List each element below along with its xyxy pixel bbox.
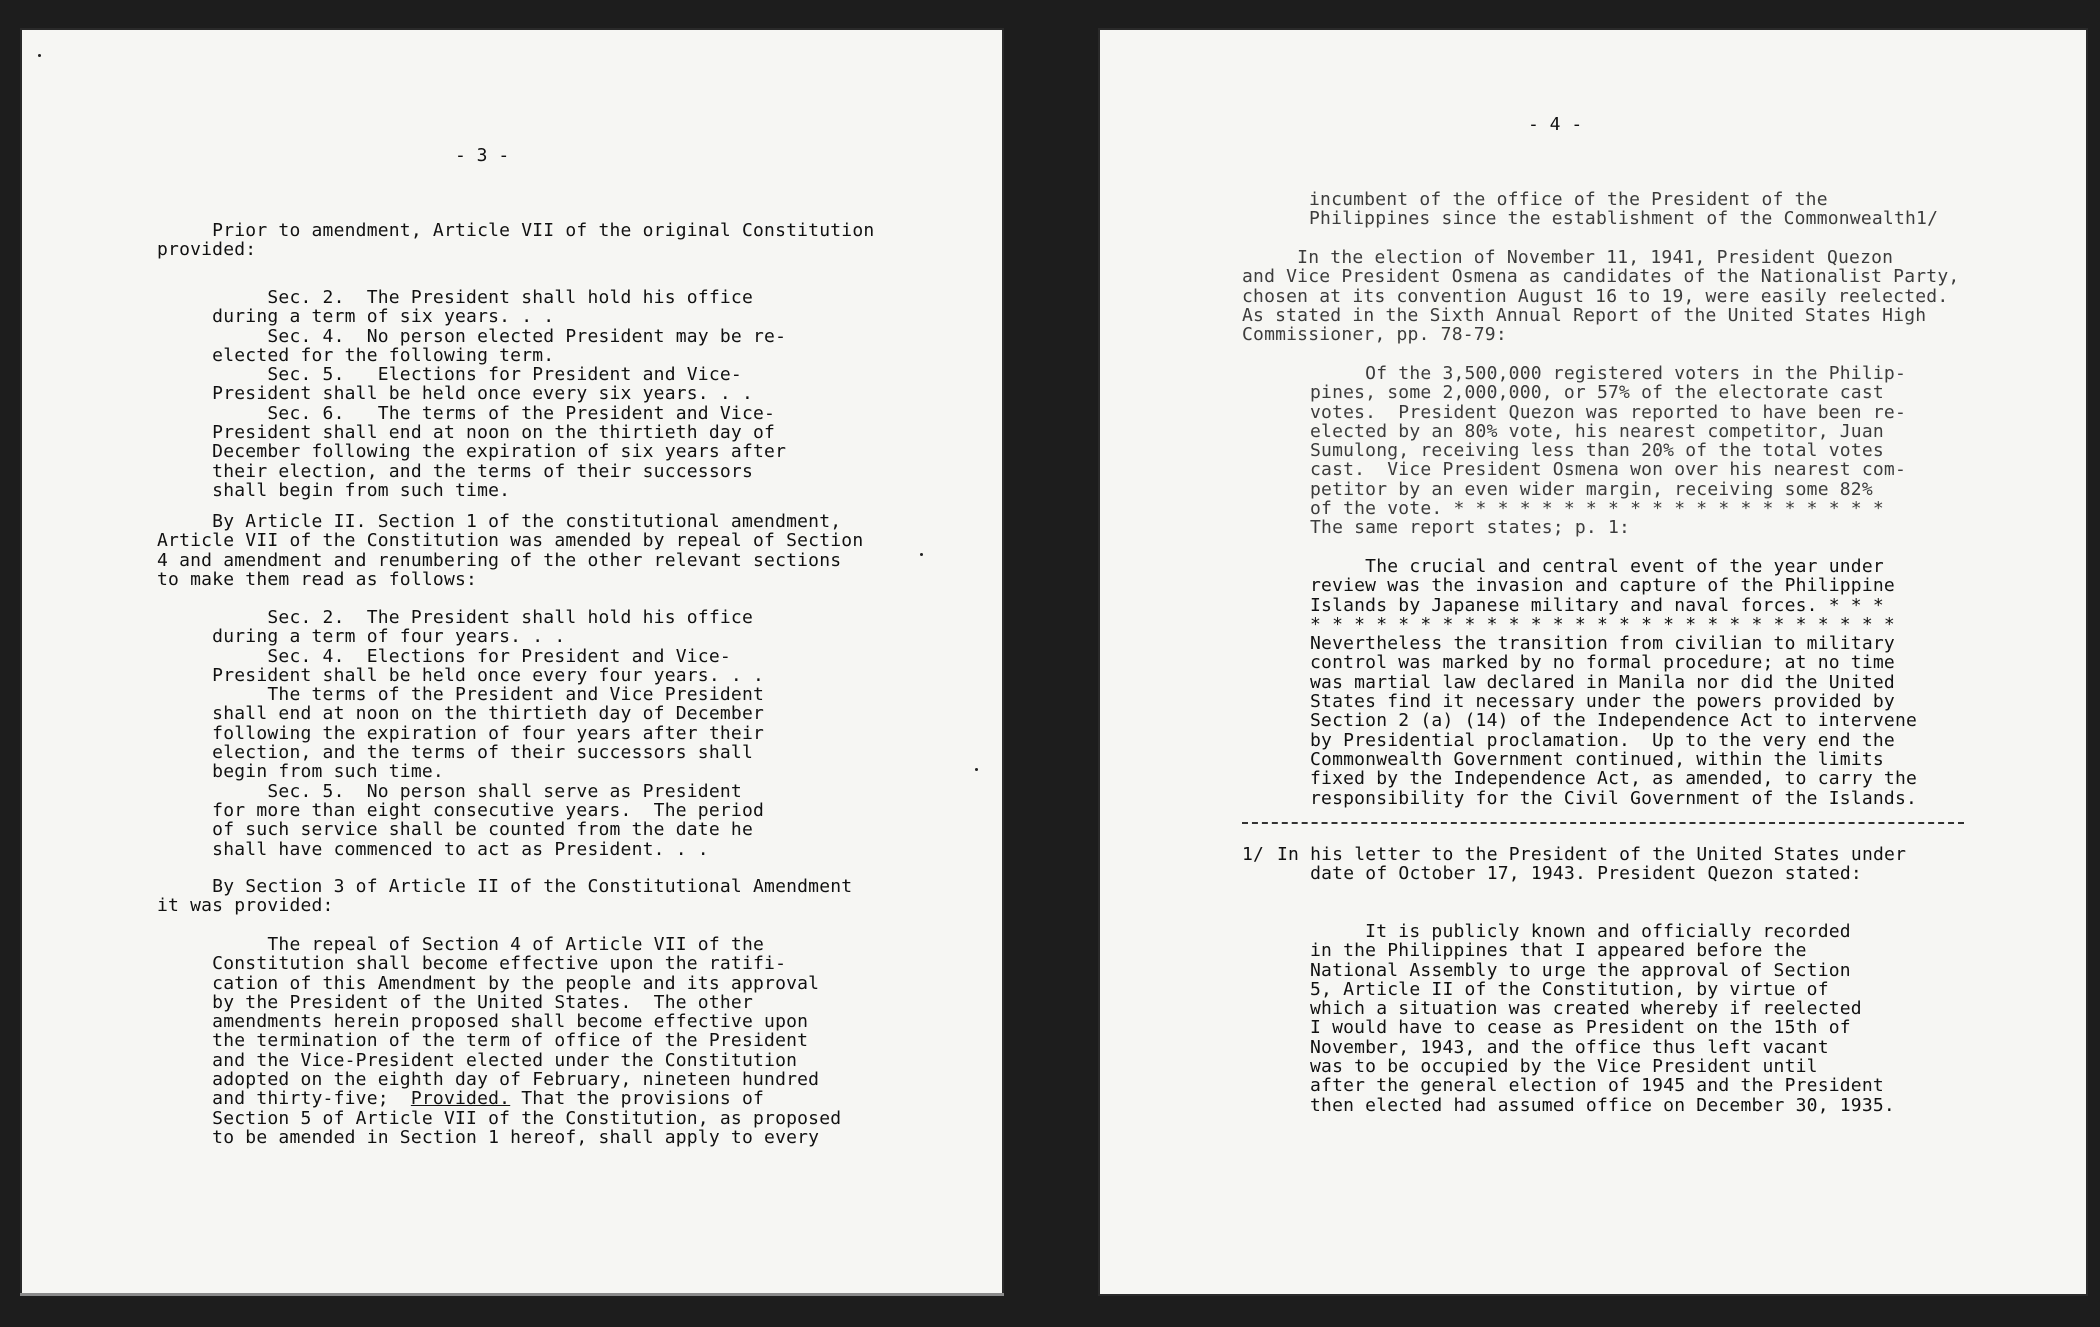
quoted-original-sections: Sec. 2. The President shall hold his office during a term of six years. . . Sec. 4. No person elected President may be re- elected for the following term. Sec. 5. Elections for President and Vice- President shall be held once every six years. . . Sec. 6. The terms of the President and Vice- President shall end at noon on the thirtieth day of December following the expiration of six years after their election, and the terms of their successors shall begin from such time. (212, 287, 787, 501)
footnote-quotation: It is publicly known and officially recorded in the Philippines that I appeared before the National Assembly to urge the approval of Section 5, Article II of the Constitution, by virtue of which a situation was created whereby if reelected I would have to cease as President on the 15th of November, 1943, and the office thus left vacant was to be occupied by the Vice President until after the general election of 1945 and the President then elected had assumed office on December 30, 1935. (1310, 921, 1895, 1116)
scan-speck (38, 54, 41, 57)
paragraph-section-3: By Section 3 of Article II of the Constitutional Amendment it was provided: (157, 876, 853, 917)
scan-speck (920, 553, 923, 556)
scan-speck (975, 768, 978, 771)
quoted-amended-sections: Sec. 2. The President shall hold his office during a term of four years. . . Sec. 4. Elections for President and Vice- President shall be held once every four years. . . The terms of the President and Vice President shall end at noon on the thirtieth day of December following the expiration of four years after their election, and the terms of their successors shall begin from such time. Sec. 5. No person shall serve as President for more than eight consecutive years. The period of such service shall be counted from the date he shall have commenced to act as President. . . (212, 607, 765, 860)
quoted-sixth-annual-report: Of the 3,500,000 registered voters in the Philip- pines, some 2,000,000, or 57% of the electorate cast votes. President Quezon was reported to have been re- elected by an 80% vote, his nearest competitor, Juan Sumulong, receiving less than 20% of the total votes cast. Vice President Osmena won over his nearest com- petitor by an even wider margin, receiving some 82% of the vote. * * * * * * * * * * * * * * * * * * * * (1310, 363, 1906, 520)
page-number: - 3 - (455, 145, 510, 166)
quoted-effective-provisions (157, 935, 841, 1147)
quote-text: The repeal of Section 4 of Article VII of the Constitution shall become effective upon the ratifi- cation of this Amendment by the people and its approval by the President of the United States. The other amendments herein proposed shall become effective upon the termination of the term of office of the President and the Vice-President elected under the Constitution adopted on the eighth day of February, nineteen hundred and thirty-five; (212, 934, 820, 1110)
page-3 (20, 28, 1004, 1296)
paragraph-article-ii-section-1: By Article II. Section 1 of the constitutional amendment, Article VII of the Constitution was amended by repeal of Section 4 and amendment and renumbering of the other relevant sections to make them read as follows: (157, 511, 864, 590)
provided-underlined: Provided. (410, 1088, 511, 1110)
page-number: - 4 - (1528, 114, 1583, 135)
footnote-separator (1242, 822, 1964, 824)
paragraph-prior-to-amendment: Prior to amendment, Article VII of the original Constitution provided: (157, 220, 875, 261)
quote-text-continued: That the provisions of Section 5 of Article VII of the Constitution, as proposed to be amended in Section 1 hereof, shall apply to every (212, 1088, 842, 1148)
footnote-marker: 1/ (1242, 844, 1265, 865)
paragraph-1941-election: In the election of November 11, 1941, President Quezon and Vice President Osmena as candidates of the Nationalist Party, chosen at its convention August 16 to 19, were easily reelected. As stated in the Sixth Annual Report of the United States High Commissioner, pp. 78-79: (1242, 247, 1960, 346)
continued-text: incumbent of the office of the President of the Philippines since the establishment of the Commonwealth1/ (1309, 189, 1939, 230)
quoted-crucial-event: The crucial and central event of the year under review was the invasion and capture of the Philippine Islands by Japanese military and naval forces. * * * * * * * * * * * * * * * * * * * * * * * * * * * * * * Nevertheless the transition from civilian to military control was marked by no formal procedure; at no time was martial law declared in Manila nor did the United States find it necessary under the powers provided by Section 2 (a) (14) of the Independence Act to intervene by Presidential proclamation. Up to the very end the Commonwealth Government continued, within the limits fixed by the Independence Act, as amended, to carry the responsibility for the Civil Government of the Islands. (1310, 556, 1918, 809)
page-edge (20, 1293, 1004, 1296)
page-4 (1098, 28, 2088, 1296)
footnote-text: In his letter to the President of the United States under date of October 17, 1943. President Quezon stated: (1277, 844, 1907, 885)
report-reference-line: The same report states; p. 1: (1310, 517, 1631, 538)
